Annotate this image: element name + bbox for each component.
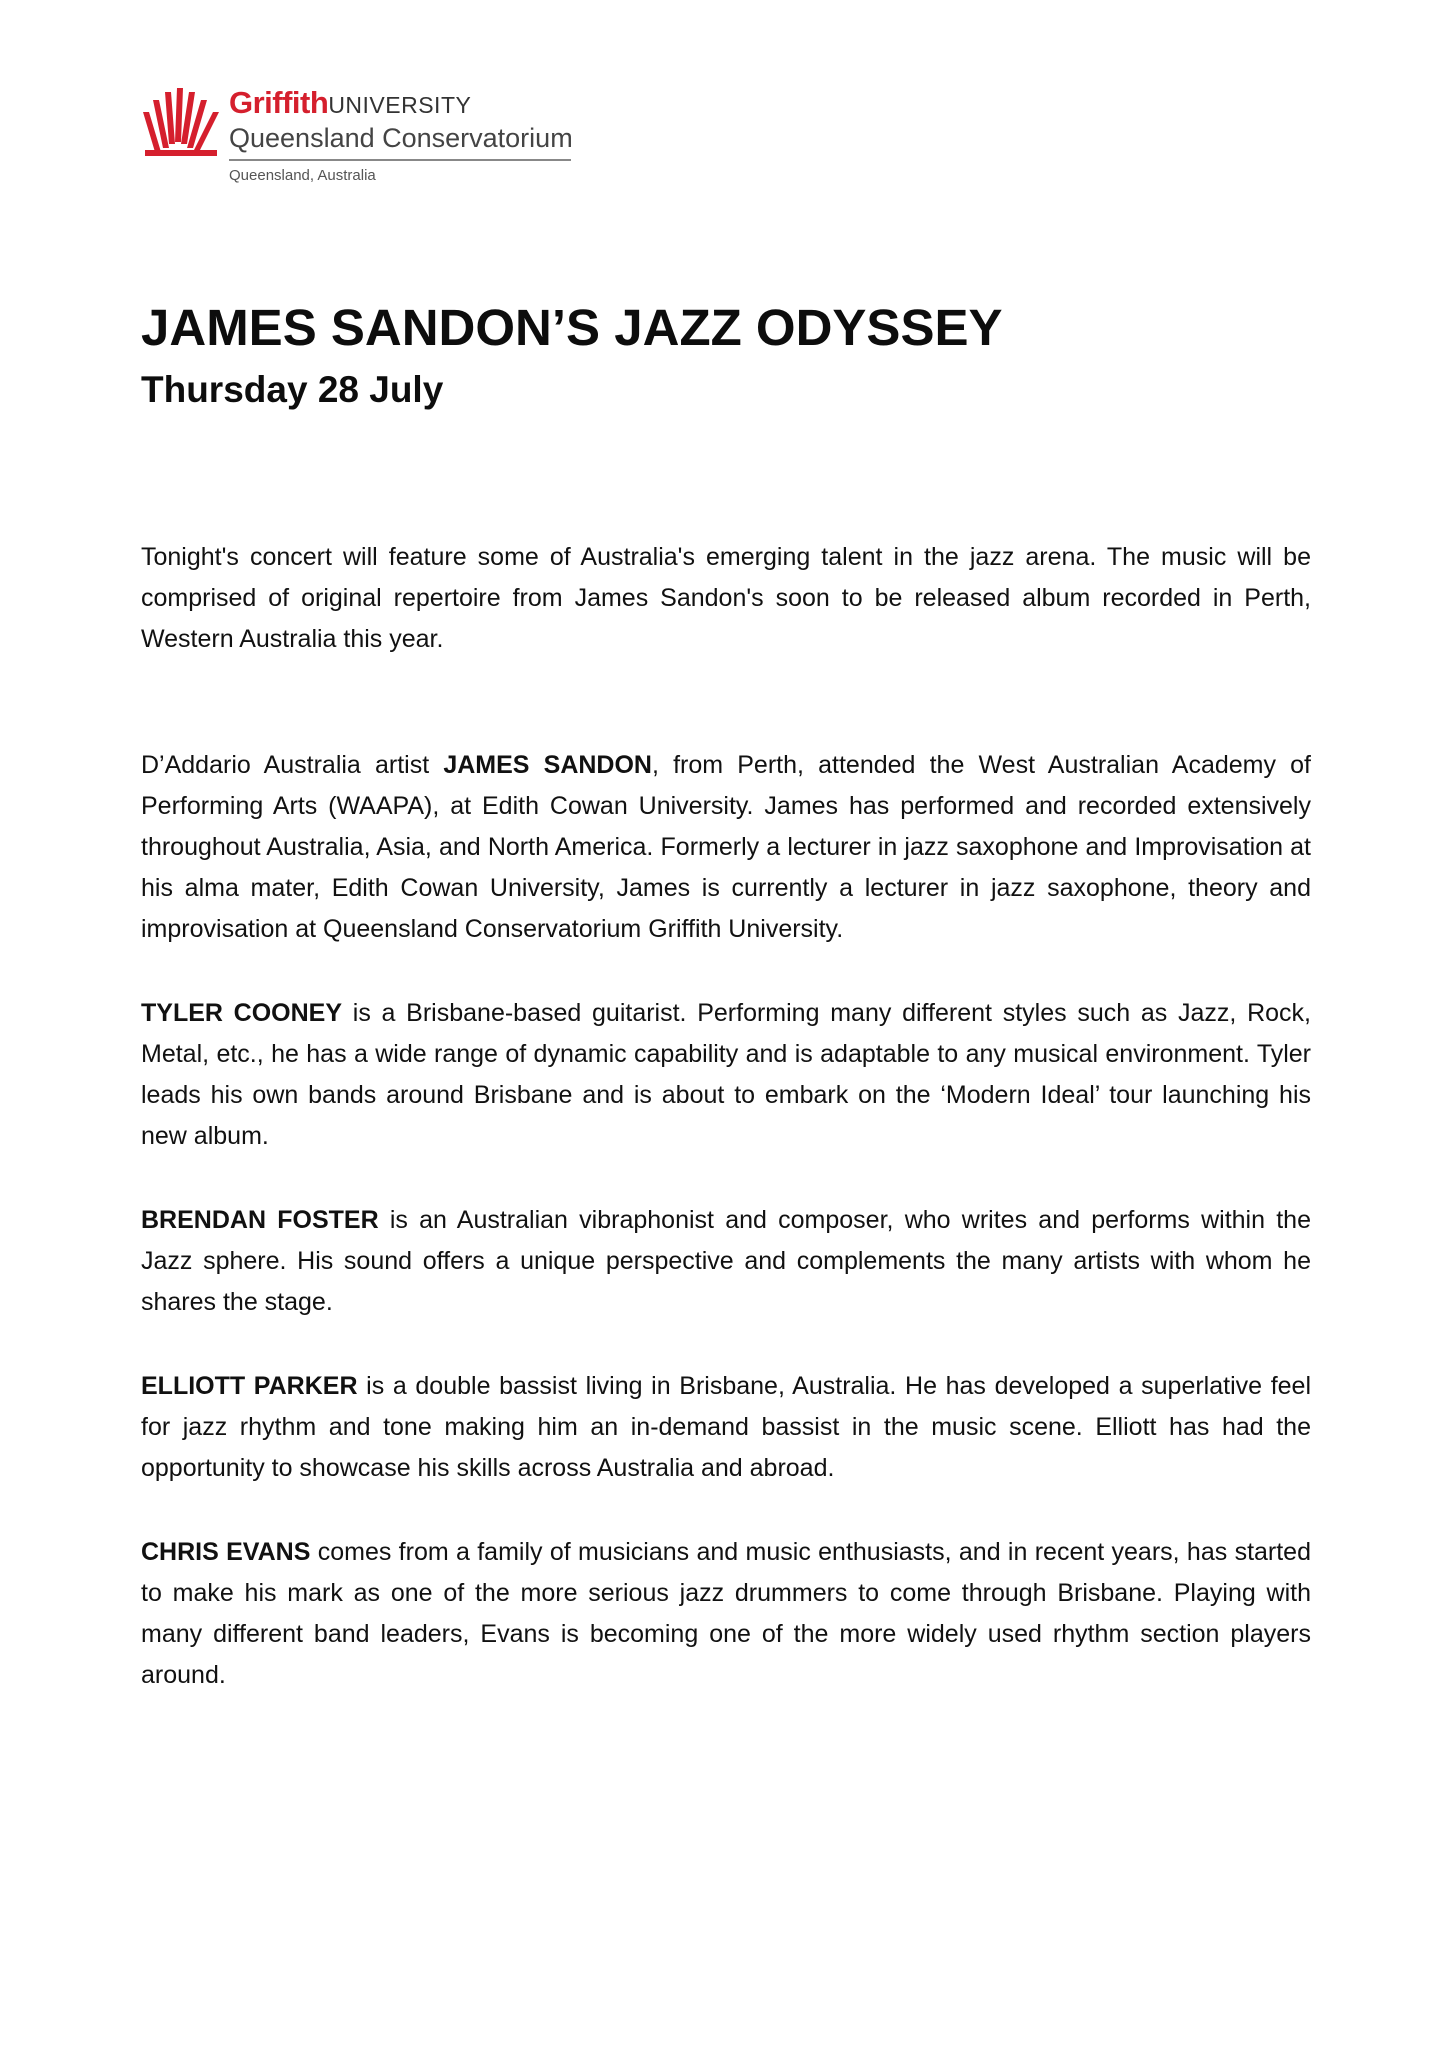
- logo-divider: [229, 159, 571, 161]
- intro-paragraph: Tonight's concert will feature some of Australia's emerging talent in the jazz arena. The music will be comprised of original repertoire from James Sandon's soon to be released album recorded in Perth, Western Australia this year.: [141, 543, 1311, 653]
- bio-prefix: D’Addario Australia artist: [141, 751, 444, 779]
- page-title: JAMES SANDON’S JAZZ ODYSSEY: [141, 299, 1003, 356]
- event-date: Thursday 28 July: [141, 369, 444, 410]
- bio-james-sandon: [141, 745, 1311, 950]
- logo-wordmark: [229, 86, 471, 122]
- bio-text: comes from a family of musicians and music enthusiasts, and in recent years, has started to make his mark as one of the more serious jazz drummers to come through Brisbane. Playing with many different band leaders, Evans is becoming one of the more widely used rhythm section players around.: [141, 1538, 1311, 1689]
- bio-name: ELLIOTT PARKER: [141, 1372, 358, 1400]
- bio-name: TYLER COONEY: [141, 999, 343, 1027]
- logo-location-text: Queensland, Australia: [229, 167, 376, 184]
- bio-name: BRENDAN FOSTER: [141, 1206, 379, 1234]
- bio-brendan-foster: [141, 1200, 1311, 1323]
- griffith-flame-logo-icon: [141, 86, 221, 158]
- bio-text: is a Brisbane-based guitarist. Performing many different styles such as Jazz, Rock, Metal, etc., he has a wide range of dynamic capability and is adaptable to any musical environment. Tyler leads his own bands around Brisbane and is about to embark on the ‘Modern Ideal’ tour launching his new album.: [141, 999, 1311, 1150]
- bio-text: is an Australian vibraphonist and composer, who writes and performs within the Jazz sphere. His sound offers a unique perspective and complements the many artists with whom he shares the stage.: [141, 1206, 1311, 1316]
- bio-name: CHRIS EVANS: [141, 1538, 311, 1566]
- logo-conservatorium-text: Queensland Conservatorium: [229, 123, 573, 153]
- bio-name: JAMES SANDON: [443, 751, 652, 779]
- bio-text: is a double bassist living in Brisbane, Australia. He has developed a superlative feel for jazz rhythm and tone making him an in-demand bassist in the music scene. Elliott has had the opportunity to showcase his skills across Australia and abroad.: [141, 1372, 1311, 1482]
- logo-university-text: UNIVERSITY: [328, 92, 472, 118]
- logo-griffith-text: Griffith: [229, 85, 329, 120]
- bio-tyler-cooney: [141, 993, 1311, 1157]
- bio-text: , from Perth, attended the West Australian Academy of Performing Arts (WAAPA), at Edith Cowan University. James has performed and recorded extensively throughout Australia, Asia, and North America. Formerly a lecturer in jazz saxophone and Improvisation at his alma mater, Edith Cowan University, James is currently a lecturer in jazz saxophone, theory and improvisation at Queensland Conservatorium Griffith University.: [141, 751, 1311, 943]
- university-logo: [141, 84, 571, 188]
- bio-chris-evans: [141, 1532, 1311, 1696]
- bio-elliott-parker: [141, 1366, 1311, 1489]
